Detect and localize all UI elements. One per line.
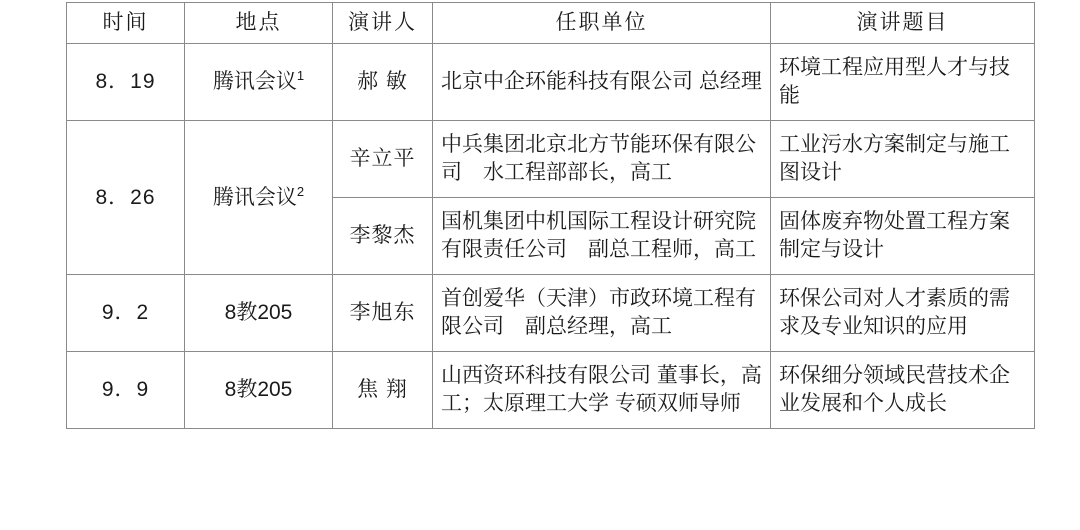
cell-place [185,121,333,275]
cell-topic: 工业污水方案制定与施工图设计 [771,121,1035,198]
cell-organization: 国机集团中机国际工程设计研究院有限责任公司 副总工程师，高工 [433,198,771,275]
cell-place-text: 腾讯会议 [212,185,297,209]
cell-place-superscript: 1 [296,68,305,84]
cell-place [185,352,333,429]
cell-place-text: 8教205 [224,378,293,402]
cell-speaker: 李黎杰 [333,198,433,275]
table-body [67,44,1035,429]
table-row [67,121,1035,198]
column-header-organization: 任职单位 [433,3,771,44]
cell-organization: 北京中企环能科技有限公司 总经理 [433,44,771,121]
cell-organization: 首创爱华（天津）市政环境工程有限公司 副总经理，高工 [433,275,771,352]
cell-topic: 环保细分领域民营技术企业发展和个人成长 [771,352,1035,429]
column-header-speaker: 演讲人 [333,3,433,44]
table-row [67,352,1035,429]
table-header-row [67,3,1035,44]
cell-place-text: 8教205 [224,301,293,325]
cell-speaker: 辛立平 [333,121,433,198]
column-header-time: 时间 [67,3,185,44]
cell-place-text: 腾讯会议 [212,70,297,94]
cell-topic: 固体废弃物处置工程方案制定与设计 [771,198,1035,275]
table-header [67,3,1035,44]
cell-organization: 中兵集团北京北方节能环保有限公司 水工程部部长，高工 [433,121,771,198]
cell-time: 9．2 [67,275,185,352]
cell-topic: 环境工程应用型人才与技能 [771,44,1035,121]
cell-time: 8．26 [67,121,185,275]
cell-speaker: 李旭东 [333,275,433,352]
cell-speaker: 焦 翔 [333,352,433,429]
cell-place [185,44,333,121]
cell-place [185,275,333,352]
cell-time: 9．9 [67,352,185,429]
column-header-topic: 演讲题目 [771,3,1035,44]
table-row [67,44,1035,121]
table-row [67,275,1035,352]
cell-time: 8．19 [67,44,185,121]
schedule-table [66,2,1035,429]
cell-topic: 环保公司对人才素质的需求及专业知识的应用 [771,275,1035,352]
column-header-place: 地点 [185,3,333,44]
cell-speaker: 郝 敏 [333,44,433,121]
cell-place-superscript: 2 [296,183,305,199]
cell-organization: 山西资环科技有限公司 董事长，高工；太原理工大学 专硕双师导师 [433,352,771,429]
